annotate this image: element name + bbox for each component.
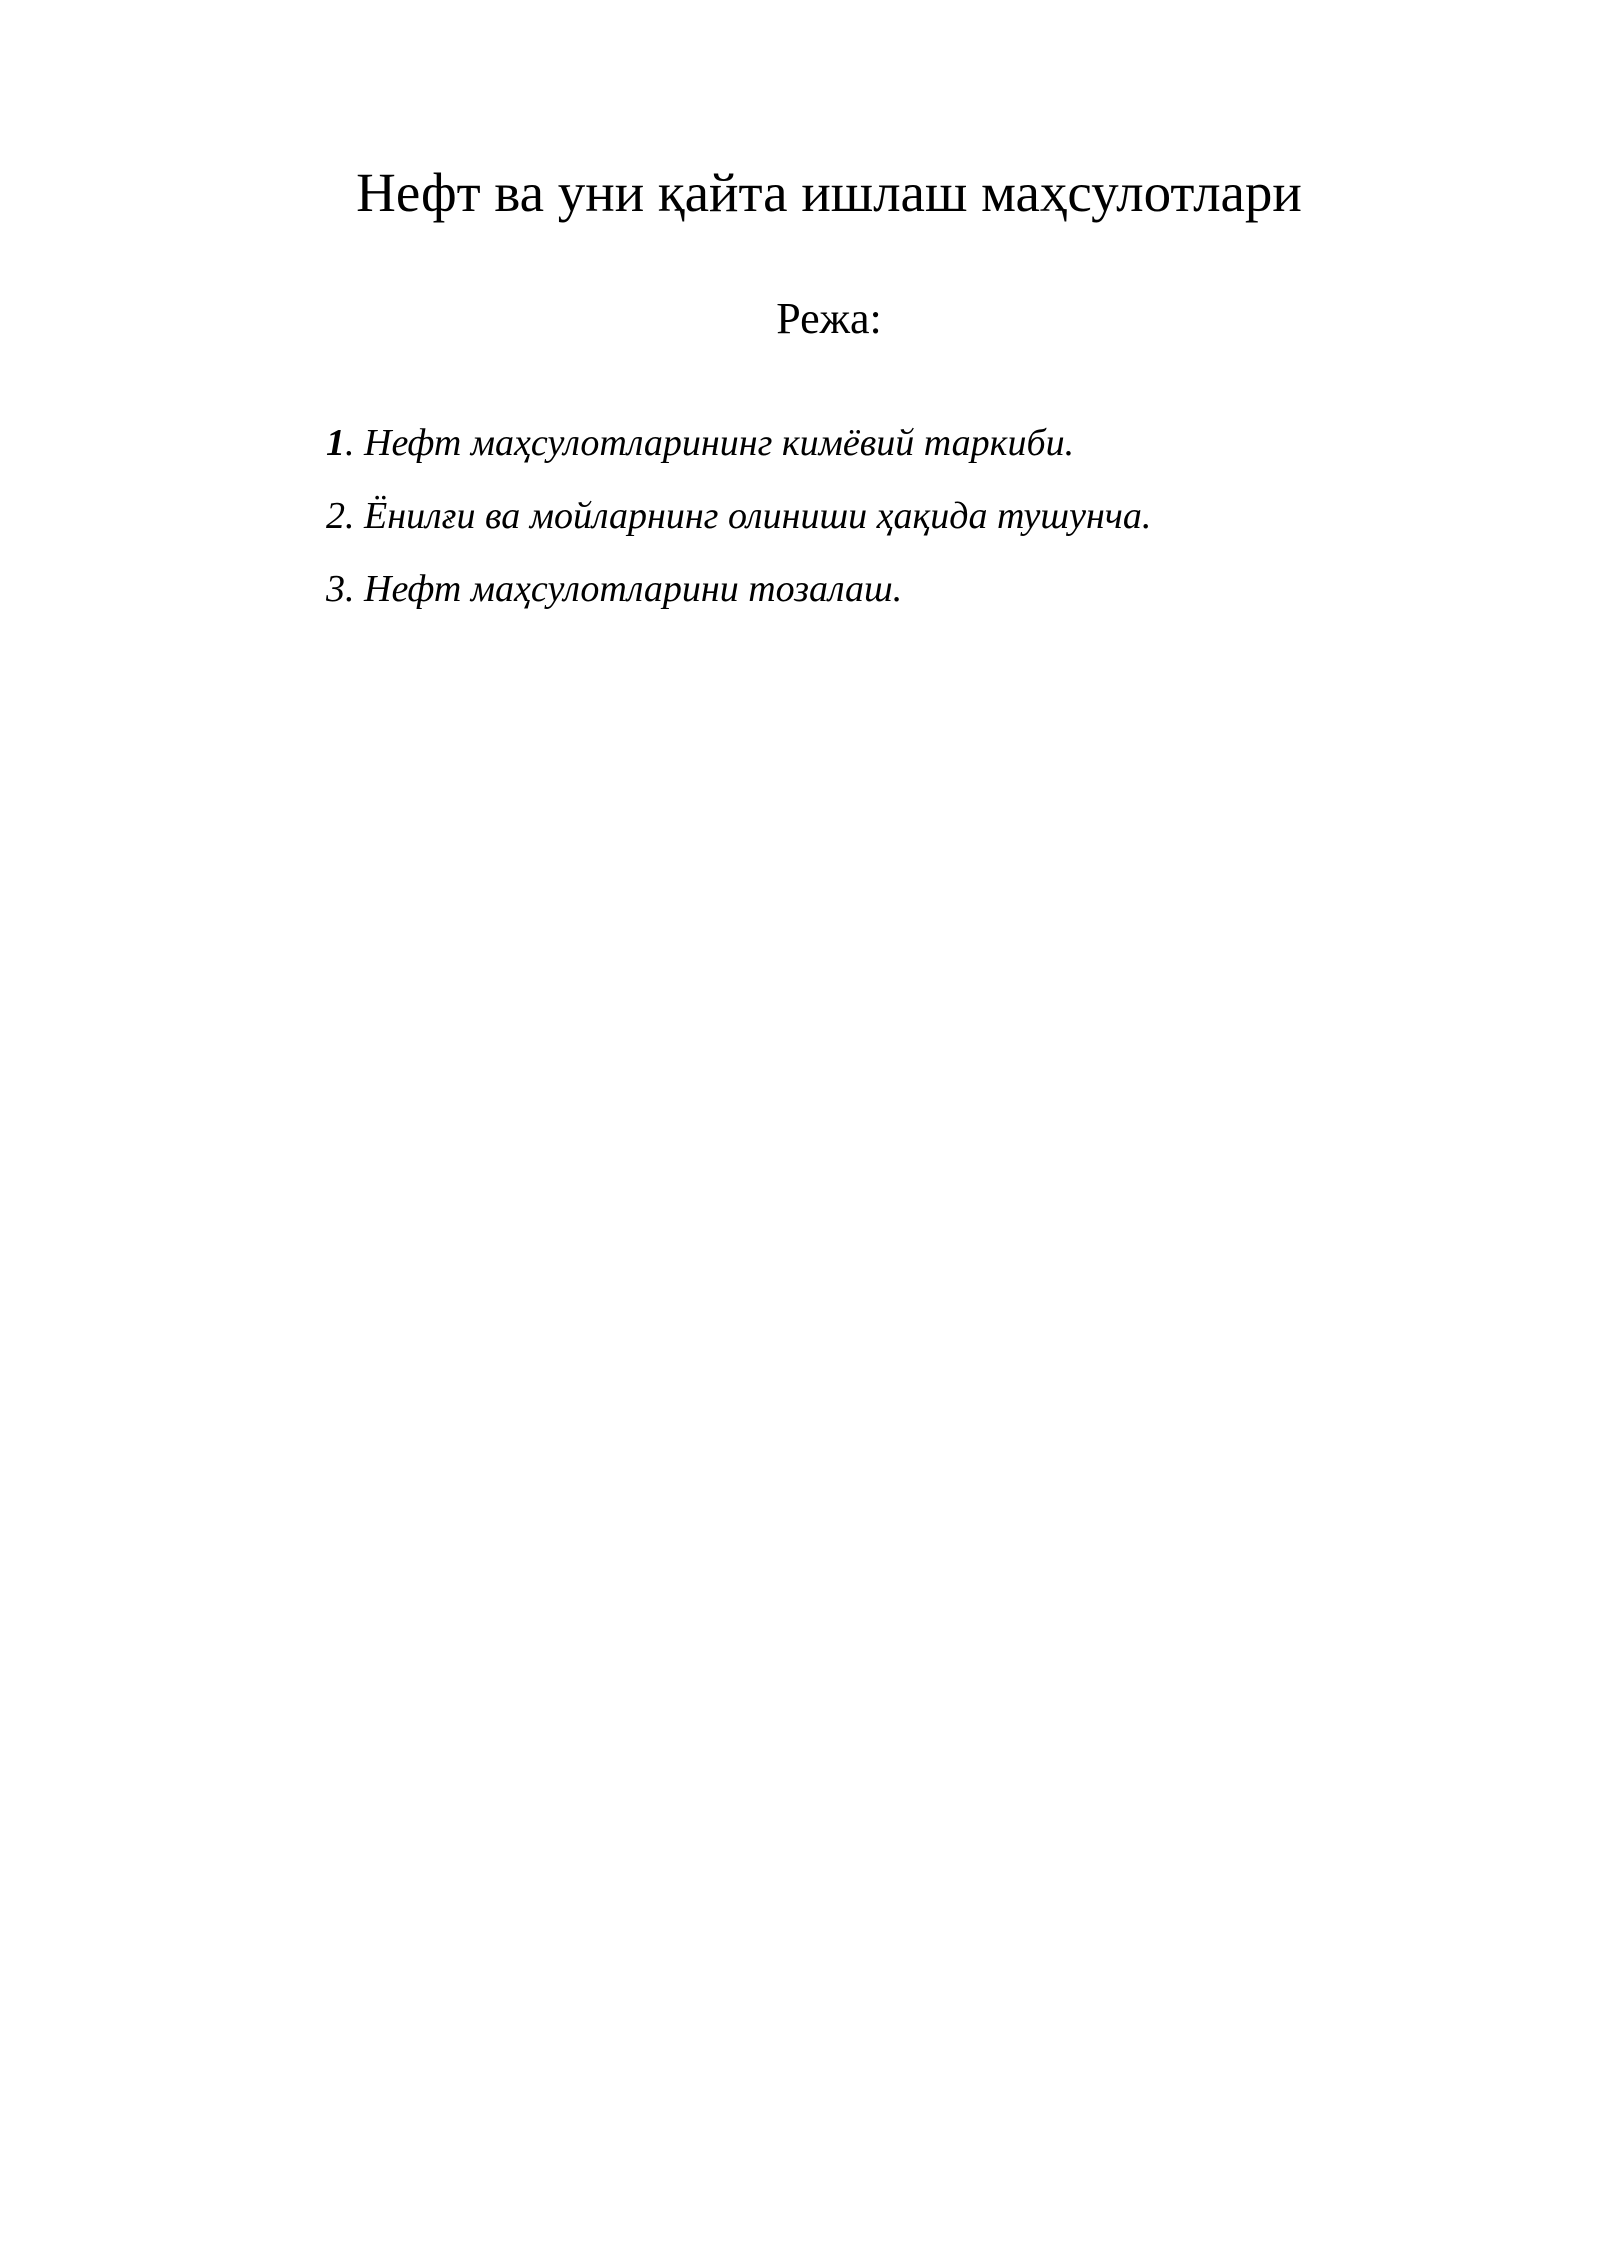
plan-item-3 [326, 566, 1151, 612]
document-title: Нефт ва уни қайта ишлаш маҳсулотлари [356, 162, 1302, 223]
plan-item-text: . Нефт маҳсулотларининг кимёвий таркиби. [345, 422, 1075, 464]
plan-item-number: 1 [326, 422, 345, 464]
plan-item-2 [326, 493, 1151, 539]
plan-heading: Режа: [776, 294, 882, 343]
plan-list [326, 420, 1151, 639]
plan-item-number: 2 [326, 495, 345, 537]
plan-item-1 [326, 420, 1151, 466]
plan-item-text: . Нефт маҳсулотларини тозалаш. [345, 568, 903, 610]
plan-item-number: 3 [326, 568, 345, 610]
plan-item-text: . Ёнилғи ва мойларнинг олиниши ҳақида тушунча. [345, 495, 1152, 537]
